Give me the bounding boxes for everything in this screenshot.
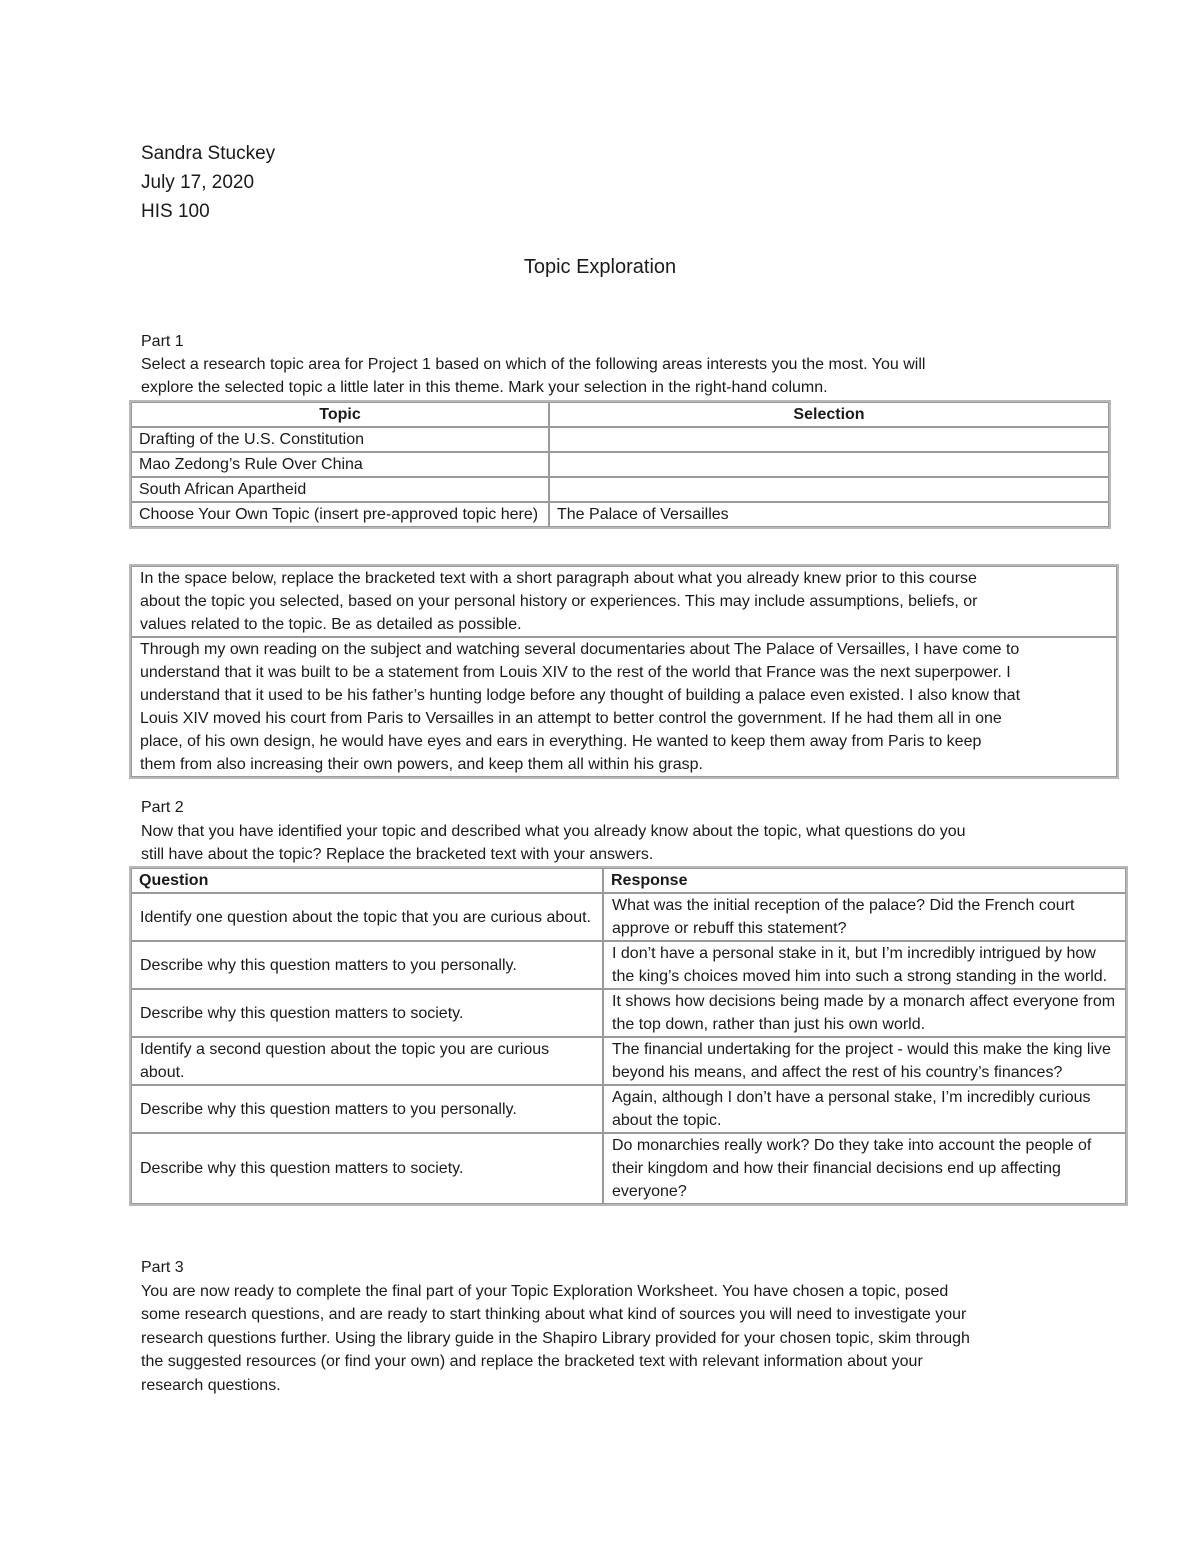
selection-cell[interactable]: [549, 427, 1109, 452]
topic-cell: South African Apartheid: [131, 477, 549, 502]
instruction-line: still have about the topic? Replace the bracketed text with your answers.: [141, 846, 654, 864]
answer-line: Through my own reading on the subject and watching several documentaries about The Palace of Versailles, I have come to: [140, 641, 1020, 658]
instruction-line: some research questions, and are ready to start thinking about what kind of sources you will need to investigate your: [141, 1306, 967, 1324]
question-cell: Describe why this question matters to you personally.: [131, 1085, 603, 1133]
column-header-question: Question: [131, 868, 603, 893]
selection-cell[interactable]: [549, 477, 1109, 502]
answer-line: place, of his own design, he would have eyes and ears in everything. He wanted to keep them away from Paris to keep: [140, 733, 982, 750]
selection-cell[interactable]: The Palace of Versailles: [549, 502, 1109, 527]
answer-line: Louis XIV moved his court from Paris to Versailles in an attempt to better control the government. If he had them all in one: [140, 710, 1002, 727]
response-cell[interactable]: The financial undertaking for the project - would this make the king live beyond his means, and affect the rest of his country’s finances?: [603, 1037, 1126, 1085]
response-cell[interactable]: Again, although I don’t have a personal stake, I’m incredibly curious about the topic.: [603, 1085, 1126, 1133]
prompt-line: values related to the topic. Be as detailed as possible.: [140, 616, 522, 633]
table-row: [131, 941, 1126, 989]
table-row: [131, 989, 1126, 1037]
question-cell: Describe why this question matters to you personally.: [131, 941, 603, 989]
document-date: July 17, 2020: [141, 172, 255, 193]
answer-line: understand that it used to be his father’s hunting lodge before any thought of building a palace even existed. I also know that: [140, 687, 1021, 704]
answer-line: them from also increasing their own powers, and keep them all within his grasp.: [140, 756, 703, 773]
prompt-line: In the space below, replace the bracketed text with a short paragraph about what you already knew prior to this course: [140, 570, 977, 587]
column-header-response: Response: [603, 868, 1126, 893]
question-response-table: [129, 866, 1128, 1206]
author-name: Sandra Stuckey: [141, 143, 276, 164]
table-row: [131, 1085, 1126, 1133]
part3-label: Part 3: [141, 1259, 184, 1276]
prior-knowledge-prompt: [131, 566, 1117, 637]
topic-cell: Choose Your Own Topic (insert pre-approved topic here): [131, 502, 549, 527]
response-cell[interactable]: It shows how decisions being made by a monarch affect everyone from the top down, rather than just his own world.: [603, 989, 1126, 1037]
instruction-line: Select a research topic area for Project 1 based on which of the following areas interests you the most. You will: [141, 356, 926, 373]
prior-knowledge-answer[interactable]: [131, 637, 1117, 777]
part1-label: Part 1: [141, 333, 184, 350]
table-header-row: [131, 402, 1109, 427]
response-cell[interactable]: What was the initial reception of the palace? Did the French court approve or rebuff this statement?: [603, 893, 1126, 941]
table-row: [131, 502, 1109, 527]
table-row: [131, 893, 1126, 941]
part2-instructions: [141, 820, 966, 867]
response-cell[interactable]: I don’t have a personal stake in it, but I’m incredibly intrigued by how the king’s choices moved him into such a strong standing in the world.: [603, 941, 1126, 989]
table-row: [131, 477, 1109, 502]
instruction-line: explore the selected topic a little later in this theme. Mark your selection in the right-hand column.: [141, 379, 828, 397]
question-cell: Describe why this question matters to society.: [131, 989, 603, 1037]
instruction-line: research questions further. Using the library guide in the Shapiro Library provided for your chosen topic, skim through: [141, 1329, 970, 1347]
question-cell: Describe why this question matters to society.: [131, 1133, 603, 1204]
instruction-line: the suggested resources (or find your own) and replace the bracketed text with relevant information about your: [141, 1353, 923, 1371]
part2-label: Part 2: [141, 799, 184, 816]
document-title: Topic Exploration: [523, 256, 677, 278]
question-cell: Identify one question about the topic that you are curious about.: [131, 893, 603, 941]
instruction-line: Now that you have identified your topic and described what you already know about the topic, what questions do you: [141, 823, 966, 840]
prompt-line: about the topic you selected, based on your personal history or experiences. This may include assumptions, beliefs, or: [140, 593, 978, 610]
selection-cell[interactable]: [549, 452, 1109, 477]
answer-line: understand that it was built to be a statement from Louis XIV to the rest of the world that France was the next superpower. I: [140, 664, 1011, 681]
topic-selection-table: [129, 400, 1111, 529]
part3-instructions: [141, 1280, 970, 1397]
table-row: [131, 1133, 1126, 1204]
table-row: [131, 452, 1109, 477]
table-row: [131, 566, 1117, 637]
course-code: HIS 100: [141, 201, 210, 222]
table-row: [131, 427, 1109, 452]
column-header-selection: Selection: [549, 402, 1109, 427]
response-cell[interactable]: Do monarchies really work? Do they take into account the people of their kingdom and how their financial decisions end up affecting everyone?: [603, 1133, 1126, 1204]
table-row: [131, 637, 1117, 777]
column-header-topic: Topic: [131, 402, 549, 427]
part1-instructions: [141, 353, 925, 400]
topic-cell: Mao Zedong’s Rule Over China: [131, 452, 549, 477]
instruction-line: You are now ready to complete the final part of your Topic Exploration Worksheet. You have chosen a topic, posed: [141, 1283, 949, 1300]
instruction-line: research questions.: [141, 1376, 281, 1394]
table-header-row: [131, 868, 1126, 893]
table-row: [131, 1037, 1126, 1085]
question-cell: Identify a second question about the topic you are curious about.: [131, 1037, 603, 1085]
prior-knowledge-table: [129, 564, 1119, 779]
topic-cell: Drafting of the U.S. Constitution: [131, 427, 549, 452]
